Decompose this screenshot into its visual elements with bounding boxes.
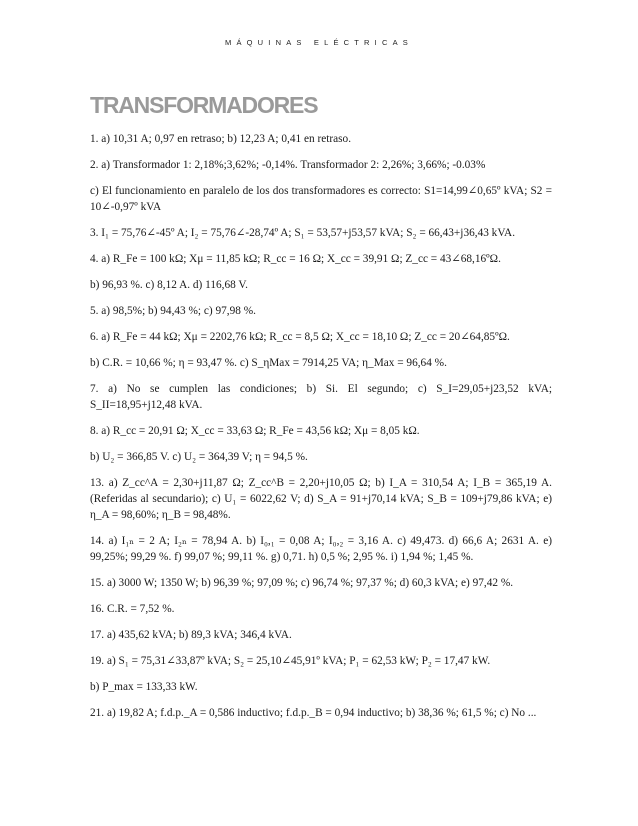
section-title: TRANSFORMADORES xyxy=(90,92,318,118)
answer-paragraph: 5. a) 98,5%; b) 94,43 %; c) 97,98 %. xyxy=(90,305,256,317)
answer-paragraph: 6. a) R_Fe = 44 kΩ; Xμ = 2202,76 kΩ; R_cc = 8,5 Ω; X_cc = 18,10 Ω; Z_cc = 20∠64,85ºΩ. xyxy=(90,331,510,343)
answer-paragraph: 13. a) Z_cc^A = 2,30+j11,87 Ω; Z_cc^B = 2,20+j10,05 Ω; b) I_A = 310,54 A; I_B = 365,19 A. (Referidas al secundario); c) U₁ = 6022,62 V; d) S_A = 91+j70,14 kVA; S_B = 109+j79,86 kVA; e) η_A = 98,60%; η_B = 98,48%. xyxy=(90,477,552,521)
answer-paragraph: 21. a) 19,82 A; f.d.p._A = 0,586 inductivo; f.d.p._B = 0,94 inductivo; b) 38,36 %; 61,5 %; c) No ... xyxy=(90,707,537,719)
answer-paragraph: 2. a) Transformador 1: 2,18%;3,62%; -0,14%. Transformador 2: 2,26%; 3,66%; -0.03% xyxy=(90,159,486,171)
answer-paragraph: 7. a) No se cumplen las condiciones; b) Si. El segundo; c) S_I=29,05+j23,52 kVA; S_II=18,95+j12,48 kVA. xyxy=(90,383,552,411)
answer-paragraph: b) U₂ = 366,85 V. c) U₂ = 364,39 V; η = 94,5 %. xyxy=(90,451,308,463)
answer-paragraph: 14. a) I₁ₙ = 2 A; I₂ₙ = 78,94 A. b) I₀,₁ = 0,08 A; I₀,₂ = 3,16 A. c) 49,473. d) 66,6 A; 2631 A. e) 99,25%; 99,29 %. f) 99,07 %; 99,11 %. g) 0,71. h) 0,5 %; 2,95 %. i) 1,94 %; 1,45 %. xyxy=(90,535,552,563)
answer-paragraph: b) 96,93 %. c) 8,12 A. d) 116,68 V. xyxy=(90,279,248,291)
answer-paragraph: 17. a) 435,62 kVA; b) 89,3 kVA; 346,4 kVA. xyxy=(90,629,292,641)
answer-paragraph: 16. C.R. = 7,52 %. xyxy=(90,603,175,615)
running-head: MÁQUINAS ELÉCTRICAS xyxy=(225,38,413,47)
answer-paragraph: 4. a) R_Fe = 100 kΩ; Xμ = 11,85 kΩ; R_cc = 16 Ω; X_cc = 39,91 Ω; Z_cc = 43∠68,16ºΩ. xyxy=(90,253,501,265)
answer-paragraph: 15. a) 3000 W; 1350 W; b) 96,39 %; 97,09 %; c) 96,74 %; 97,37 %; d) 60,3 kVA; e) 97,42 %. xyxy=(90,577,514,589)
answer-paragraph: 3. I₁ = 75,76∠-45º A; I₂ = 75,76∠-28,74º A; S₁ = 53,57+j53,57 kVA; S₂ = 66,43+j36,43 kVA. xyxy=(90,227,516,239)
answer-paragraph: 19. a) S₁ = 75,31∠33,87º kVA; S₂ = 25,10∠45,91º kVA; P₁ = 62,53 kW; P₂ = 17,47 kW. xyxy=(90,655,491,667)
answers-list xyxy=(90,131,552,731)
answer-paragraph: 1. a) 10,31 A; 0,97 en retraso; b) 12,23 A; 0,41 en retraso. xyxy=(90,133,352,145)
answer-paragraph: c) El funcionamiento en paralelo de los dos transformadores es correcto: S1=14,99∠0,65º kVA; S2 = 10∠-0,97º kVA xyxy=(90,185,552,213)
answer-paragraph: b) C.R. = 10,66 %; η = 93,47 %. c) S_ηMax = 7914,25 VA; η_Max = 96,64 %. xyxy=(90,357,447,369)
answer-paragraph: b) P_max = 133,33 kW. xyxy=(90,681,198,693)
answer-paragraph: 8. a) R_cc = 20,91 Ω; X_cc = 33,63 Ω; R_Fe = 43,56 kΩ; Xμ = 8,05 kΩ. xyxy=(90,425,420,437)
